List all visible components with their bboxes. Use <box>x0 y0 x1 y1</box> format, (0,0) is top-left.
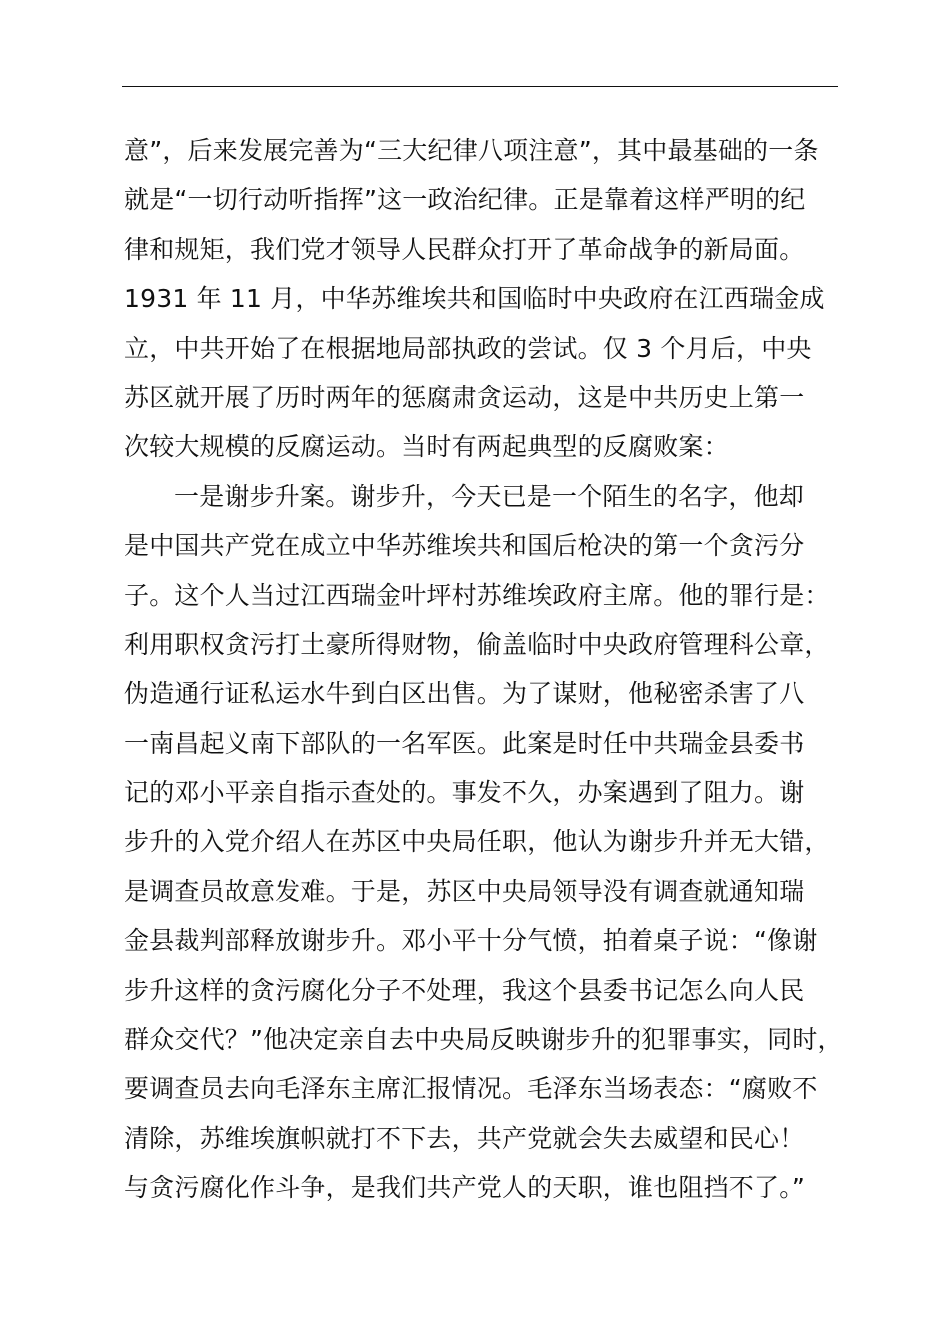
paragraph-start-line: 一是谢步升案。谢步升，今天已是一个陌生的名字，他却 <box>174 481 805 511</box>
text-line-15: 步升的入党介绍人在苏区中央局任职，他认为谢步升并无大错， <box>124 827 830 857</box>
text-line-18: 步升这样的贪污腐化分子不处理，我这个县委书记怎么向人民 <box>124 975 805 1005</box>
text-line-3: 律和规矩，我们党才领导人民群众打开了革命战争的新局面。 <box>124 234 805 264</box>
text-line-16: 是调查员故意发难。于是，苏区中央局领导没有调查就通知瑞 <box>124 876 805 906</box>
text-line-5: 立，中共开始了在根据地局部执政的尝试。仅 3 个月后，中央 <box>124 333 812 363</box>
text-line-12: 伪造通行证私运水牛到白区出售。为了谋财，他秘密杀害了八 <box>124 679 805 709</box>
text-line-7: 次较大规模的反腐运动。当时有两起典型的反腐败案： <box>124 432 729 462</box>
text-line-14: 记的邓小平亲自指示查处的。事发不久，办案遇到了阻力。谢 <box>124 778 805 808</box>
text-line-4: 1931 年 11 月，中华苏维埃共和国临时中央政府在江西瑞金成 <box>124 284 825 314</box>
text-line-2: 就是“一切行动听指挥”这一政治纪律。正是靠着这样严明的纪 <box>124 185 806 215</box>
text-line-19: 群众交代？”他决定亲自去中央局反映谢步升的犯罪事实，同时， <box>124 1025 843 1055</box>
body-text <box>124 126 864 1213</box>
text-line-10: 子。这个人当过江西瑞金叶坪村苏维埃政府主席。他的罪行是： <box>124 580 830 610</box>
text-line-1: 意”，后来发展完善为“三大纪律八项注意”，其中最基础的一条 <box>124 136 819 165</box>
text-line-13: 一南昌起义南下部队的一名军医。此案是时任中共瑞金县委书 <box>124 728 805 758</box>
text-line-11: 利用职权贪污打土豪所得财物，偷盖临时中央政府管理科公章， <box>124 629 830 659</box>
text-line-6: 苏区就开展了历时两年的惩腐肃贪运动，这是中共历史上第一 <box>124 382 805 412</box>
text-line-9: 是中国共产党在成立中华苏维埃共和国后枪决的第一个贪污分 <box>124 531 805 561</box>
text-line-20: 要调查员去向毛泽东主席汇报情况。毛泽东当场表态：“腐败不 <box>124 1074 818 1104</box>
text-line-21: 清除，苏维埃旗帜就打不下去，共产党就会失去威望和民心！ <box>124 1123 805 1153</box>
text-line-22: 与贪污腐化作斗争，是我们共产党人的天职，谁也阻挡不了。” <box>124 1173 806 1203</box>
text-line-17: 金县裁判部释放谢步升。邓小平十分气愤，拍着桌子说：“像谢 <box>124 926 818 956</box>
header-divider <box>122 86 838 87</box>
